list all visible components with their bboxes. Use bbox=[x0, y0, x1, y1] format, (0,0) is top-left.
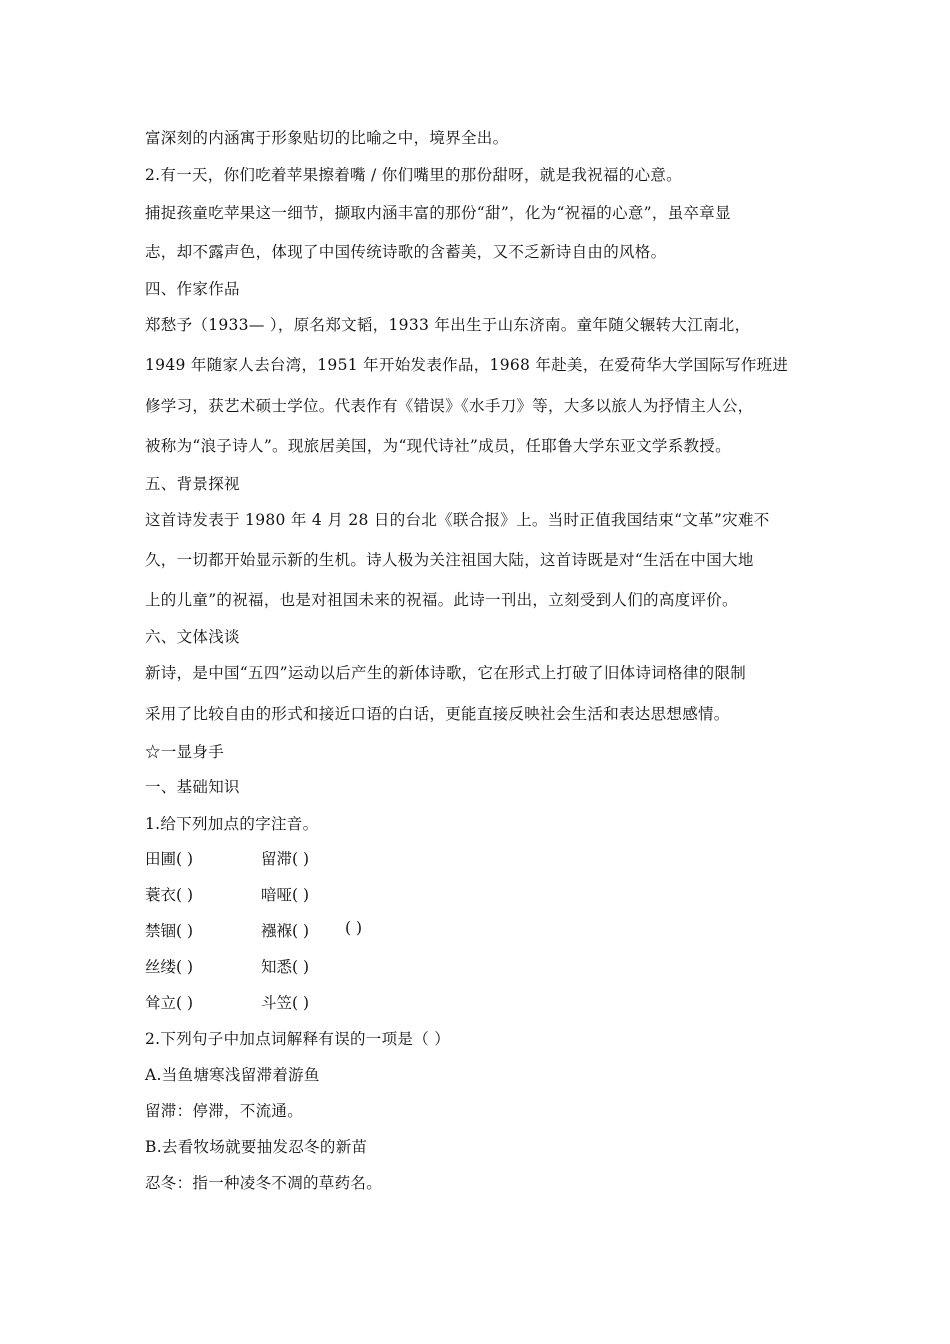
exercise-heading: ☆一显身手 bbox=[145, 743, 225, 761]
genre-line-2: 采用了比较自由的形式和接近口语的白话，更能直接反映社会生活和表达思想感情。 bbox=[145, 705, 730, 723]
option-a-sentence: A.当鱼塘寒浅留滞着游鱼 bbox=[145, 1066, 320, 1084]
pinyin-item: 知悉( ) bbox=[261, 958, 310, 976]
background-line-3: 上的儿童”的祝福，也是对祖国未来的祝福。此诗一刊出，立刻受到人们的高度评价。 bbox=[145, 591, 738, 609]
question-1-stem: 1.给下列加点的字注音。 bbox=[145, 815, 319, 833]
author-bio-line-1: 郑愁予（1933— ），原名郑文韬，1933 年出生于山东济南。童年随父辗转大江南北， bbox=[145, 316, 751, 334]
pinyin-item: 禁锢( ) bbox=[145, 922, 194, 940]
section-heading-author: 四、作家作品 bbox=[145, 280, 240, 298]
pinyin-item: 斗笠( ) bbox=[261, 994, 310, 1012]
section-heading-basics: 一、基础知识 bbox=[145, 778, 240, 796]
pinyin-item: 喑哑( ) bbox=[261, 886, 310, 904]
paragraph-apple-detail-line-1: 捕捉孩童吃苹果这一细节，撷取内涵丰富的那份“甜”，化为“祝福的心意”，虽卒章显 bbox=[145, 204, 731, 222]
pinyin-item: 襁褓( ) bbox=[261, 922, 310, 940]
pinyin-item: 留滞( ) bbox=[261, 850, 310, 868]
pinyin-item-extra-blank: ( ) bbox=[345, 919, 363, 937]
quoted-poem-line-2: 2.有一天，你们吃着苹果擦着嘴 / 你们嘴里的那份甜呀，就是我祝福的心意。 bbox=[145, 166, 682, 184]
paragraph-metaphor-comment-end: 富深刻的内涵寓于形象贴切的比喻之中，境界全出。 bbox=[145, 129, 509, 147]
background-line-1: 这首诗发表于 1980 年 4 月 28 日的台北《联合报》上。当时正值我国结束“文革”灾难不 bbox=[145, 511, 770, 529]
pinyin-item: 耸立( ) bbox=[145, 994, 194, 1012]
option-b-gloss: 忍冬：指一种凌冬不凋的草药名。 bbox=[145, 1174, 383, 1192]
author-bio-line-2: 1949 年随家人去台湾，1951 年开始发表作品，1968 年赴美，在爱荷华大学国际写作班进 bbox=[145, 356, 789, 374]
section-heading-genre: 六、文体浅谈 bbox=[145, 628, 240, 646]
pinyin-item: 丝缕( ) bbox=[145, 958, 194, 976]
genre-line-1: 新诗，是中国“五四”运动以后产生的新体诗歌，它在形式上打破了旧体诗词格律的限制 bbox=[145, 664, 747, 682]
option-b-sentence: B.去看牧场就要抽发忍冬的新苗 bbox=[145, 1138, 368, 1156]
paragraph-apple-detail-line-2: 志，却不露声色，体现了中国传统诗歌的含蓄美，又不乏新诗自由的风格。 bbox=[145, 243, 667, 261]
author-bio-line-3: 修学习，获艺术硕士学位。代表作有《错误》《水手刀》等，大多以旅人为抒情主人公， bbox=[145, 397, 754, 415]
question-2-stem: 2.下列句子中加点词解释有误的一项是（ ） bbox=[145, 1030, 451, 1048]
pinyin-item: 田圃( ) bbox=[145, 850, 194, 868]
pinyin-item: 蓑衣( ) bbox=[145, 886, 194, 904]
option-a-gloss: 留滞：停滞，不流通。 bbox=[145, 1102, 304, 1120]
section-heading-background: 五、背景探视 bbox=[145, 475, 240, 493]
background-line-2: 久，一切都开始显示新的生机。诗人极为关注祖国大陆，这首诗既是对“生活在中国大地 bbox=[145, 551, 754, 569]
author-bio-line-4: 被称为“浪子诗人”。现旅居美国，为“现代诗社”成员，任耶鲁大学东亚文学系教授。 bbox=[145, 437, 731, 455]
